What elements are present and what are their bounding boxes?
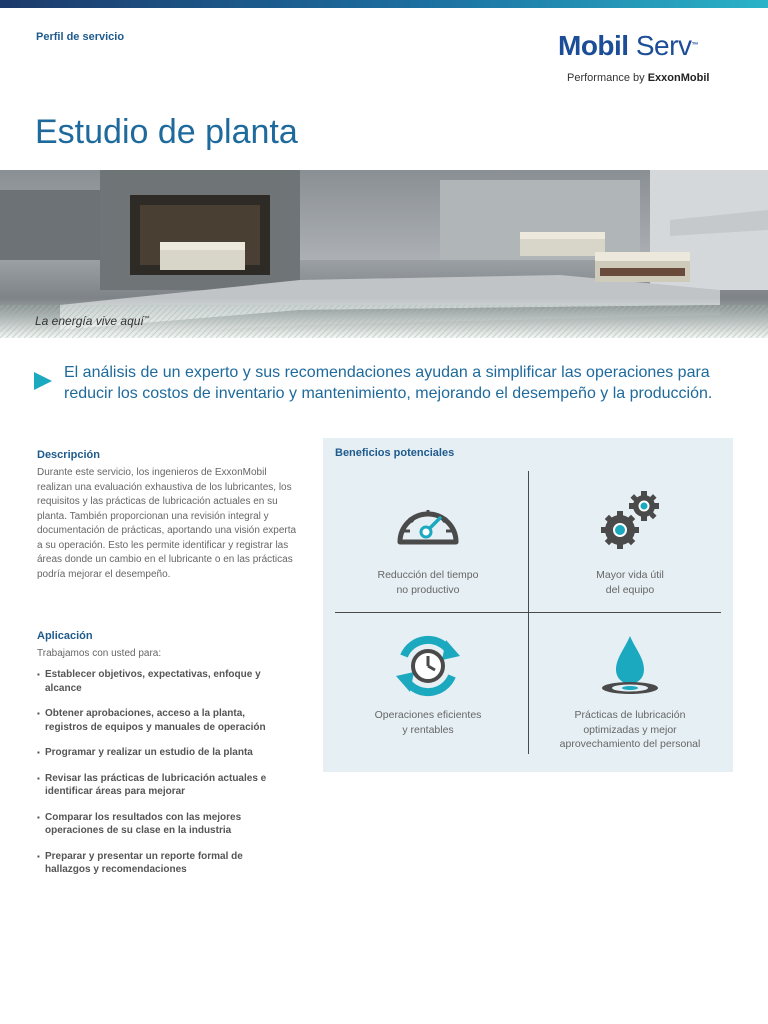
benefit-lubrication-practices (535, 632, 725, 752)
list-item: ▪ Obtener aprobaciones, acceso a la planta, registros de equipos y manuales de operación (37, 707, 287, 734)
list-item: ▪ Revisar las prácticas de lubricación actuales e identificar áreas para mejorar (37, 772, 287, 799)
grid-divider-horizontal (335, 612, 721, 613)
list-item: ▪ Preparar y presentar un reporte formal de hallazgos y recomendaciones (37, 850, 287, 877)
descripcion-text: Durante este servicio, los ingenieros de ExxonMobil realizan una evaluación exhaustiva de los lubricantes, los requisitos y las prácticas de lubricación actuales en su planta. También proporcionan una revisión integral y documentación de prácticas, aportando una visión experta a su operación. Esto les permite identificar y registrar las áreas donde un cambio en el lubricante o en las prácticas podría mejorar el desempeño. (37, 467, 297, 580)
gears-icon (598, 490, 662, 552)
tagline-brand: ExxonMobil (647, 72, 710, 84)
logo-serv: Serv (635, 30, 692, 61)
oil-drop-icon (598, 632, 662, 698)
mobil-serv-logo (558, 30, 738, 62)
lead-paragraph: El análisis de un experto y sus recomendaciones ayudan a simplificar las operaciones para reducir los costos de inventario y mantenimiento, mejorando el desempeño y la producción. (64, 364, 713, 402)
benefit-caption (333, 568, 523, 597)
tagline-prefix: Performance by (567, 72, 648, 84)
aplicacion-list (37, 668, 287, 889)
caption-line: Reducción del tiempo (377, 569, 479, 581)
benefits-panel (323, 438, 733, 772)
logo-mobil: Mobil (558, 30, 629, 61)
caption-line: Operaciones eficientes (374, 709, 482, 721)
caption-line: aprovechamiento del personal (559, 738, 701, 750)
benefit-downtime (333, 498, 523, 597)
logo-tagline (567, 72, 709, 84)
caption-line: y rentables (402, 723, 454, 736)
benefit-caption (535, 708, 725, 752)
benefit-equipment-life (535, 490, 725, 597)
benefit-efficient-operations (333, 634, 523, 737)
benefits-heading: Beneficios potenciales (335, 447, 455, 459)
caption-line: Prácticas de lubricación (574, 709, 686, 721)
document-kicker: Perfil de servicio (36, 31, 125, 43)
logo-trademark: ™ (691, 42, 698, 49)
caption-line: no productivo (396, 583, 460, 596)
hero-caption-text: La energía vive aquí (35, 314, 144, 328)
hero-image (0, 170, 768, 338)
benefit-caption (535, 568, 725, 597)
aplicacion-heading: Aplicación (37, 630, 93, 642)
list-item: ▪ Comparar los resultados con las mejores operaciones de su clase en la industria (37, 811, 287, 838)
hero-caption (35, 314, 150, 328)
list-item: ▪ Programar y realizar un estudio de la planta (37, 746, 287, 760)
page-title: Estudio de planta (35, 113, 298, 151)
lead-arrow-icon (34, 372, 52, 390)
clock-cycle-icon (390, 634, 466, 698)
descripcion-heading: Descripción (37, 449, 100, 461)
caption-line: Mayor vida útil (596, 569, 664, 581)
factory-photo (0, 170, 768, 338)
benefit-caption (333, 708, 523, 737)
aplicacion-intro: Trabajamos con usted para: (37, 648, 162, 659)
speedometer-icon (395, 498, 461, 548)
list-item: ▪ Establecer objetivos, expectativas, enfoque y alcance (37, 668, 287, 695)
hero-caption-mark: ™ (143, 316, 150, 322)
caption-line: del equipo (605, 583, 655, 596)
caption-line: optimizadas y mejor (583, 723, 677, 736)
top-accent-bar (0, 0, 768, 8)
